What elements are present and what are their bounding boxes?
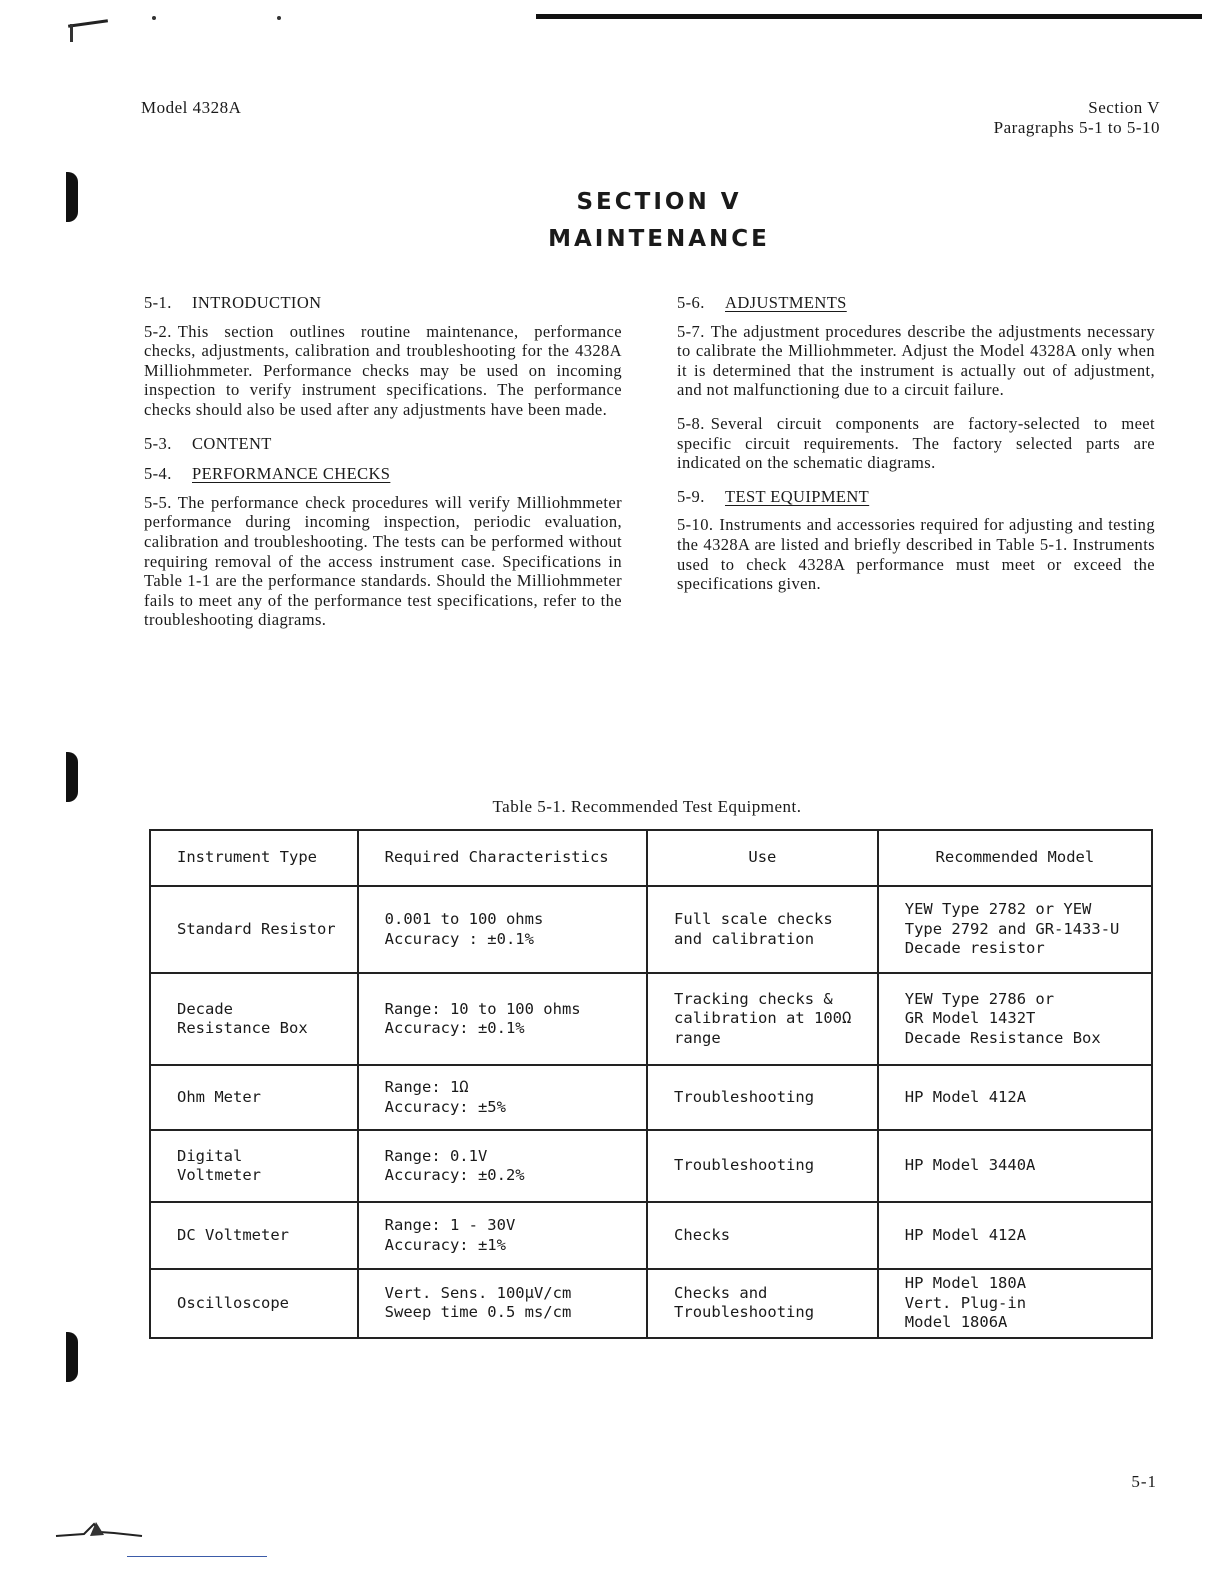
header-use: Use: [647, 830, 878, 886]
cell-line: and calibration: [674, 929, 815, 948]
cell-line: Model 1806A: [904, 1313, 1008, 1331]
section-header: [994, 98, 1160, 138]
cell-line: YEW Type 2786 or: [904, 989, 1055, 1008]
heading-performance-checks: 5-4. PERFORMANCE CHECKS: [144, 464, 391, 484]
cell-recommended-model: [878, 1130, 1152, 1202]
cell-required-characteristics: [358, 973, 647, 1065]
cell-instrument-type: [150, 973, 358, 1065]
cell-required-characteristics: [358, 1130, 647, 1202]
cell-line: Type 2792 and GR-1433-U: [904, 919, 1120, 938]
scan-dot: [152, 16, 156, 20]
paragraph-5-10: 5-10. Instruments and accessories required for adjusting and testing the 4328A are listed and briefly described in Table 5-1. Instruments used to check 4328A performance must meet or exceed the specifications given.: [677, 515, 1155, 594]
heading-test-equipment: 5-9. TEST EQUIPMENT: [677, 486, 870, 506]
cell-line: Sweep time 0.5 ms/cm: [384, 1303, 572, 1322]
cell-instrument-type: [150, 1130, 358, 1202]
scan-line: [127, 1556, 267, 1557]
cell-line: Troubleshooting: [674, 1156, 815, 1175]
cell-line: HP Model 180A: [904, 1274, 1027, 1292]
header-required-characteristics: Required Characteristics: [358, 830, 647, 886]
cell-required-characteristics: [358, 1202, 647, 1269]
scan-mark: [70, 24, 73, 42]
cell-line: Range: 10 to 100 ohms: [384, 999, 581, 1018]
cell-line: HP Model 3440A: [904, 1156, 1036, 1175]
right-column: [677, 293, 1155, 604]
cell-line: Accuracy: ±5%: [384, 1097, 506, 1116]
cell-line: Accuracy : ±0.1%: [384, 929, 534, 948]
page-number: 5-1: [1131, 1472, 1157, 1491]
cell-line: Full scale checks: [674, 910, 833, 928]
table-caption: Table 5-1. Recommended Test Equipment.: [492, 797, 802, 816]
section-title: SECTION V: [576, 189, 742, 215]
cell-line: Range: 0.1V: [384, 1146, 488, 1165]
cell-line: Oscilloscope: [177, 1293, 289, 1312]
scan-dot: [277, 16, 281, 20]
cell-line: Decade Resistance Box: [904, 1028, 1101, 1047]
top-rule: [536, 14, 1202, 19]
cell-line: Tracking checks &: [674, 989, 833, 1008]
heading-content: 5-3. CONTENT: [144, 433, 272, 453]
binder-hole-mark: [66, 752, 78, 802]
cell-line: Ohm Meter: [177, 1087, 261, 1106]
table-row: [150, 973, 1152, 1065]
cell-recommended-model: [878, 886, 1152, 973]
cell-line: Checks and: [674, 1283, 768, 1302]
cell-line: calibration at 100Ω: [674, 1009, 852, 1028]
section-label: Section V: [1088, 98, 1160, 117]
cell-line: Troubleshooting: [674, 1303, 815, 1322]
left-column: [144, 293, 622, 640]
cell-line: range: [674, 1028, 721, 1047]
cell-line: Checks: [674, 1225, 731, 1244]
cell-line: Decade resistor: [904, 939, 1045, 958]
paragraph-5-8: 5-8. Several circuit components are factory-selected to meet specific circuit requirements. The factory selected parts are indicated on the schematic diagrams.: [677, 413, 1155, 473]
cell-line: Range: 1Ω: [384, 1078, 469, 1096]
binder-hole-mark: [66, 1332, 78, 1382]
cell-line: Voltmeter: [177, 1166, 261, 1184]
section-subtitle: MAINTENANCE: [548, 226, 770, 252]
table-row: [150, 1269, 1152, 1338]
cell-line: GR Model 1432T: [904, 1009, 1036, 1028]
table-header-row: [150, 830, 1152, 886]
paragraph-5-7: 5-7. The adjustment procedures describe the adjustments necessary to calibrate the Milliohmmeter. Adjust the Model 4328A only when it is determined that the instrument is actually out of adjustment, and not malfunctioning due to a circuit failure.: [677, 321, 1155, 400]
paragraph-5-5: 5-5. The performance check procedures will verify Milliohmmeter performance during incoming inspection, periodic evaluation, calibration and troubleshooting. The tests can be performed without requiring removal of the access instrument case. Specifications in Table 1-1 are the performance standards. Should the Milliohmmeter fails to meet any of the performance test specifications, refer to the troubleshooting diagrams.: [144, 492, 622, 630]
paragraph-5-2: 5-2. This section outlines routine maintenance, performance checks, adjustments, calibration and troubleshooting for the 4328A Milliohmmeter. Performance checks may be used on incoming inspection to verify instrument specifications. The performance checks should also be used after any adjustments have been made.: [144, 321, 622, 419]
cell-use: [647, 973, 878, 1065]
test-equipment-table: [149, 829, 1153, 1339]
cell-recommended-model: [878, 1269, 1152, 1338]
cell-recommended-model: [878, 1202, 1152, 1269]
cell-line: Standard Resistor: [177, 919, 336, 938]
cell-line: Digital: [177, 1146, 243, 1165]
table-row: [150, 1202, 1152, 1269]
cell-line: YEW Type 2782 or YEW: [904, 900, 1092, 919]
cell-line: Accuracy: ±0.1%: [384, 1019, 525, 1037]
model-header: Model 4328A: [141, 98, 242, 117]
cell-line: Resistance Box: [177, 1019, 308, 1037]
cell-line: HP Model 412A: [904, 1225, 1027, 1244]
heading-adjustments: 5-6. ADJUSTMENTS: [677, 293, 847, 312]
cell-line: Accuracy: ±1%: [384, 1235, 506, 1254]
cell-instrument-type: [150, 1202, 358, 1269]
cell-line: 0.001 to 100 ohms: [384, 910, 544, 928]
cell-line: Range: 1 - 30V: [384, 1216, 516, 1234]
cell-line: HP Model 412A: [904, 1087, 1027, 1106]
cell-use: [647, 1065, 878, 1130]
cell-required-characteristics: [358, 1269, 647, 1338]
cell-use: [647, 1269, 878, 1338]
paragraph-range: Paragraphs 5-1 to 5-10: [993, 118, 1160, 137]
cell-required-characteristics: [358, 1065, 647, 1130]
scan-smudge: [54, 1518, 144, 1538]
table-row: [150, 886, 1152, 973]
cell-line: Troubleshooting: [674, 1087, 815, 1106]
table-row: [150, 1130, 1152, 1202]
cell-use: [647, 886, 878, 973]
cell-line: Decade: [177, 999, 233, 1018]
cell-line: Vert. Sens. 100μV/cm: [384, 1283, 572, 1302]
cell-line: DC Voltmeter: [177, 1225, 289, 1244]
cell-recommended-model: [878, 973, 1152, 1065]
table-row: [150, 1065, 1152, 1130]
cell-instrument-type: [150, 1065, 358, 1130]
header-instrument-type: Instrument Type: [150, 830, 358, 886]
cell-recommended-model: [878, 1065, 1152, 1130]
cell-instrument-type: [150, 1269, 358, 1338]
cell-use: [647, 1202, 878, 1269]
header-recommended-model: Recommended Model: [878, 830, 1152, 886]
cell-required-characteristics: [358, 886, 647, 973]
cell-line: Vert. Plug-in: [904, 1293, 1027, 1312]
cell-use: [647, 1130, 878, 1202]
cell-line: Accuracy: ±0.2%: [384, 1166, 525, 1184]
scan-mark: [68, 19, 108, 28]
cell-instrument-type: [150, 886, 358, 973]
heading-introduction: 5-1. INTRODUCTION: [144, 293, 322, 312]
